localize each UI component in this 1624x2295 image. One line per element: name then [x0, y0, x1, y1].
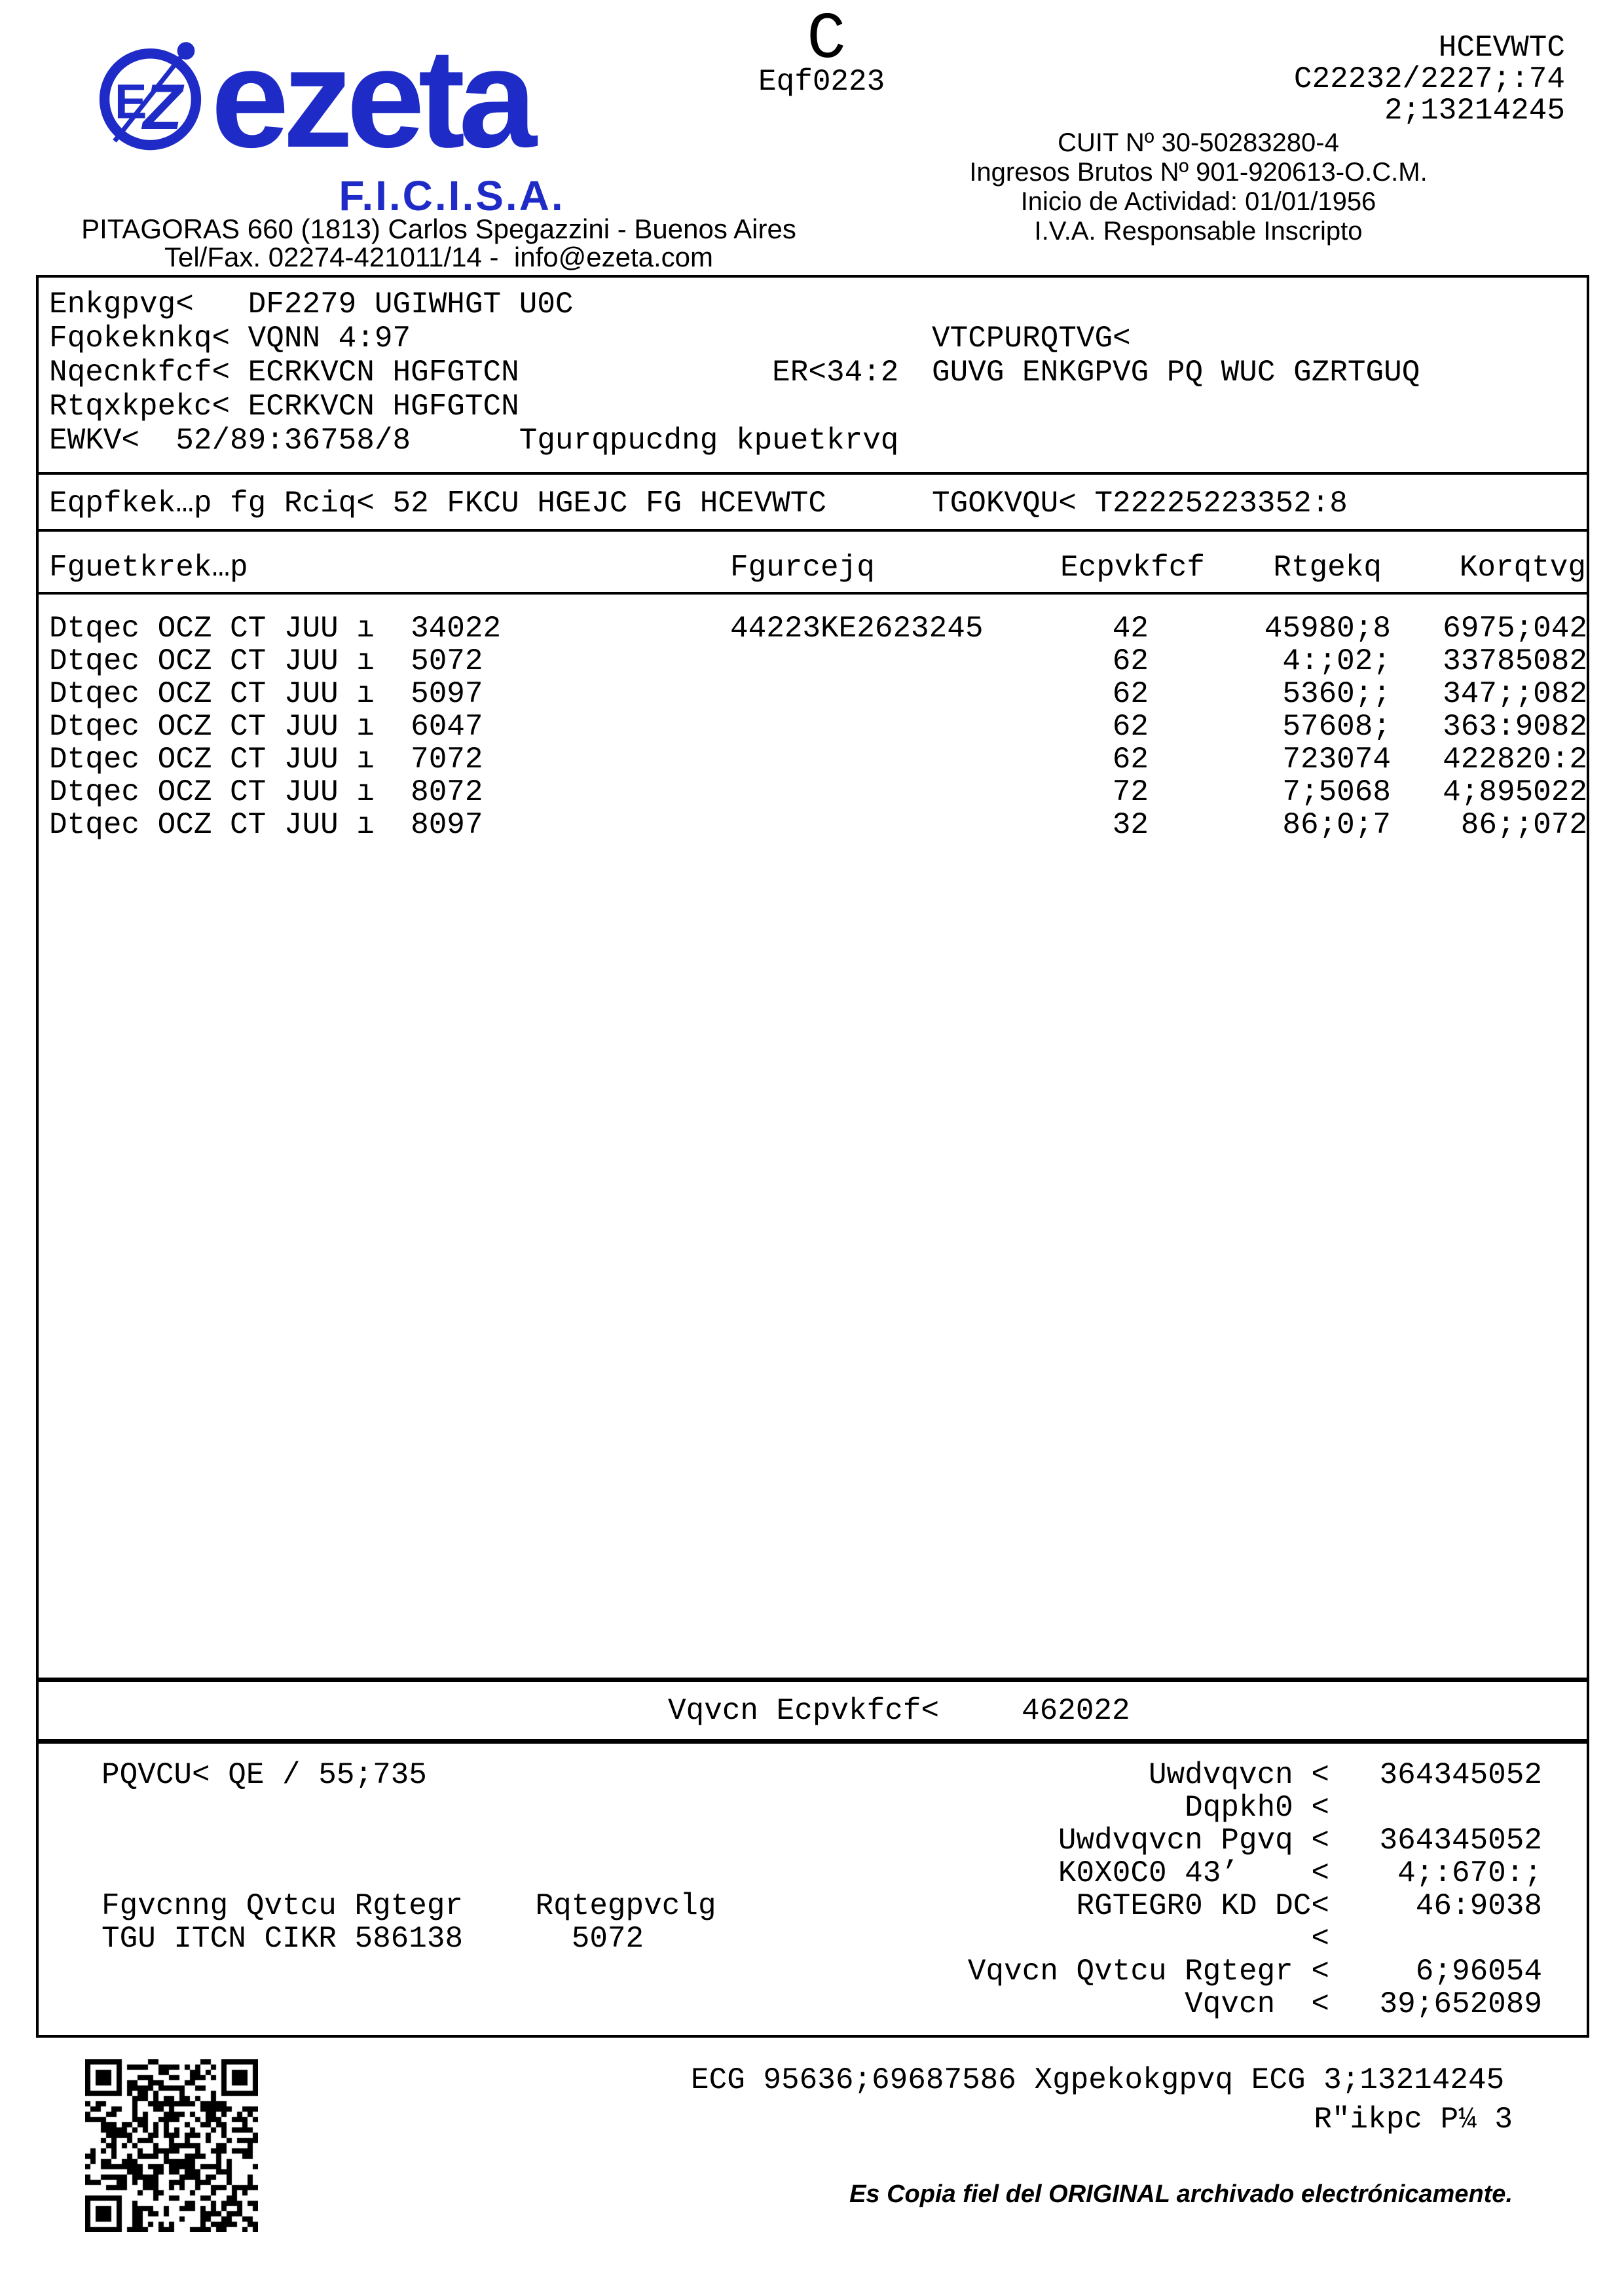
- item-description: Dtqec OCZ CT JUU ı 8072: [49, 775, 483, 809]
- item-description: Dtqec OCZ CT JUU ı 5097: [49, 677, 483, 711]
- total-label: Uwdvqvcn Pgvq <: [1058, 1824, 1329, 1858]
- total-label: Uwdvqvcn <: [1148, 1758, 1329, 1792]
- client-transport-label: VTCPURQTVG<: [932, 321, 1131, 356]
- total-label: Dqpkh0 <: [1185, 1791, 1329, 1825]
- col-header-precio: Rtgekq: [1273, 551, 1382, 585]
- item-amount: 4;895022: [1443, 775, 1587, 809]
- invoice-code: Eqf0223: [758, 65, 885, 99]
- col-header-despacho: Fgurcejq: [730, 551, 875, 585]
- page-number-line: R"ikpc P¼ 3: [1314, 2102, 1513, 2137]
- company-address: PITAGORAS 660 (1813) Carlos Spegazzini - Buenos Aires: [81, 213, 796, 244]
- item-description: Dtqec OCZ CT JUU ı 6047: [49, 710, 483, 744]
- item-qty: 62: [1112, 644, 1149, 678]
- item-amount: 363:9082: [1443, 710, 1587, 744]
- item-price: 45980;8: [1264, 612, 1391, 646]
- item-qty: 42: [1112, 612, 1149, 646]
- client-name-line: Enkgpvg< DF2279 UGIWHGT U0C: [49, 287, 574, 321]
- item-amount: 6975;042: [1443, 612, 1587, 646]
- company-iva-status: I.V.A. Responsable Inscripto: [1034, 217, 1363, 246]
- invoice-letter: C: [807, 3, 847, 77]
- item-qty: 32: [1112, 808, 1149, 842]
- svg-text:Z: Z: [143, 70, 183, 143]
- item-description: Dtqec OCZ CT JUU ı 34022: [49, 612, 502, 646]
- detail-other-header: Fgvcnng Qvtcu Rgtegr Rqtegpvclg: [101, 1889, 716, 1923]
- payment-condition: Eqpfkek…p fg Rciq< 52 FKCU HGEJC FG HCEVWTC: [49, 487, 826, 521]
- qr-code: [85, 2059, 258, 2232]
- item-qty: 62: [1112, 710, 1149, 744]
- total-label: RGTEGR0 KD DC<: [1076, 1889, 1329, 1923]
- total-label: K0X0C0 43’ <: [1058, 1856, 1329, 1890]
- item-price: 4:;02;: [1282, 644, 1391, 678]
- total-qty-value: 462022: [1022, 1694, 1130, 1728]
- item-qty: 72: [1112, 775, 1149, 809]
- total-label: Vqvcn Qvtcu Rgtegr <: [967, 1955, 1329, 1989]
- item-amount: 422820:2: [1443, 743, 1587, 777]
- client-address-line: Fqokeknkq< VQNN 4:97: [49, 321, 411, 356]
- client-transport-note: GUVG ENKGPVG PQ WUC GZRTGUQ: [932, 356, 1420, 390]
- client-cuit-line: EWKV< 52/89:36758/8 Tgurqpucdng kpuetkrvq: [49, 424, 899, 458]
- client-province-line: Rtqxkpekc< ECRKVCN HGFGTCN: [49, 390, 519, 424]
- company-contact: Tel/Fax. 02274-421011/14 - info@ezeta.com: [164, 242, 713, 272]
- total-value: 46:9038: [1415, 1889, 1542, 1923]
- item-price: 86;0;7: [1282, 808, 1391, 842]
- svg-text:E: E: [114, 74, 147, 129]
- item-despacho: 44223KE2623245: [730, 612, 984, 646]
- company-iibb: Ingresos Brutos Nº 901-920613-O.C.M.: [969, 158, 1428, 187]
- item-price: 723074: [1282, 743, 1391, 777]
- company-logo-icon: [92, 36, 210, 154]
- total-qty-label: Vqvcn Ecpvkfcf<: [668, 1694, 940, 1728]
- item-amount: 33785082: [1443, 644, 1587, 678]
- item-description: Dtqec OCZ CT JUU ı 8097: [49, 808, 483, 842]
- total-label: <: [1311, 1922, 1329, 1956]
- invoice-number-line1: C22232/2227;:74: [1293, 62, 1565, 96]
- total-value: 4;:670:;: [1397, 1856, 1542, 1890]
- item-qty: 62: [1112, 677, 1149, 711]
- item-price: 57608;: [1282, 710, 1391, 744]
- company-cuit: CUIT Nº 30-50283280-4: [1058, 128, 1339, 157]
- company-wordmark: ezeta: [211, 19, 530, 177]
- total-value: 6;96054: [1415, 1955, 1542, 1989]
- notes-line: PQVCU< QE / 55;735: [101, 1758, 427, 1792]
- item-amount: 347;;082: [1443, 677, 1587, 711]
- client-locality-line: Nqecnkfcf< ECRKVCN HGFGTCN ER<34:2: [49, 356, 899, 390]
- item-price: 5360;;: [1282, 677, 1391, 711]
- item-description: Dtqec OCZ CT JUU ı 5072: [49, 644, 483, 678]
- invoice-type-label: HCEVWTC: [1438, 31, 1565, 65]
- total-value: 39;652089: [1379, 1987, 1542, 2021]
- item-price: 7;5068: [1282, 775, 1391, 809]
- detail-other-row: TGU ITCN CIKR 586138 5072: [101, 1922, 644, 1956]
- col-header-descripcion: Fguetkrek…p: [49, 551, 248, 585]
- total-value: 364345052: [1379, 1824, 1542, 1858]
- item-description: Dtqec OCZ CT JUU ı 7072: [49, 743, 483, 777]
- total-value: 364345052: [1379, 1758, 1542, 1792]
- invoice-number-line2: 2;13214245: [1384, 94, 1565, 128]
- item-qty: 62: [1112, 743, 1149, 777]
- remito-number: TGOKVQU< T22225223352:8: [932, 487, 1348, 521]
- total-label: Vqvcn <: [1185, 1987, 1329, 2021]
- col-header-importe: Korqtvg: [1459, 551, 1586, 585]
- company-activity-start: Inicio de Actividad: 01/01/1956: [1020, 187, 1376, 216]
- cae-line: ECG 95636;69687586 Xgpekokgpvq ECG 3;13214245: [691, 2063, 1505, 2097]
- item-amount: 86;;072: [1460, 808, 1587, 842]
- copy-note: Es Copia fiel del ORIGINAL archivado electrónicamente.: [849, 2180, 1513, 2208]
- col-header-cantidad: Ecpvkfcf: [1060, 551, 1205, 585]
- company-subname: F.I.C.I.S.A.: [339, 172, 565, 219]
